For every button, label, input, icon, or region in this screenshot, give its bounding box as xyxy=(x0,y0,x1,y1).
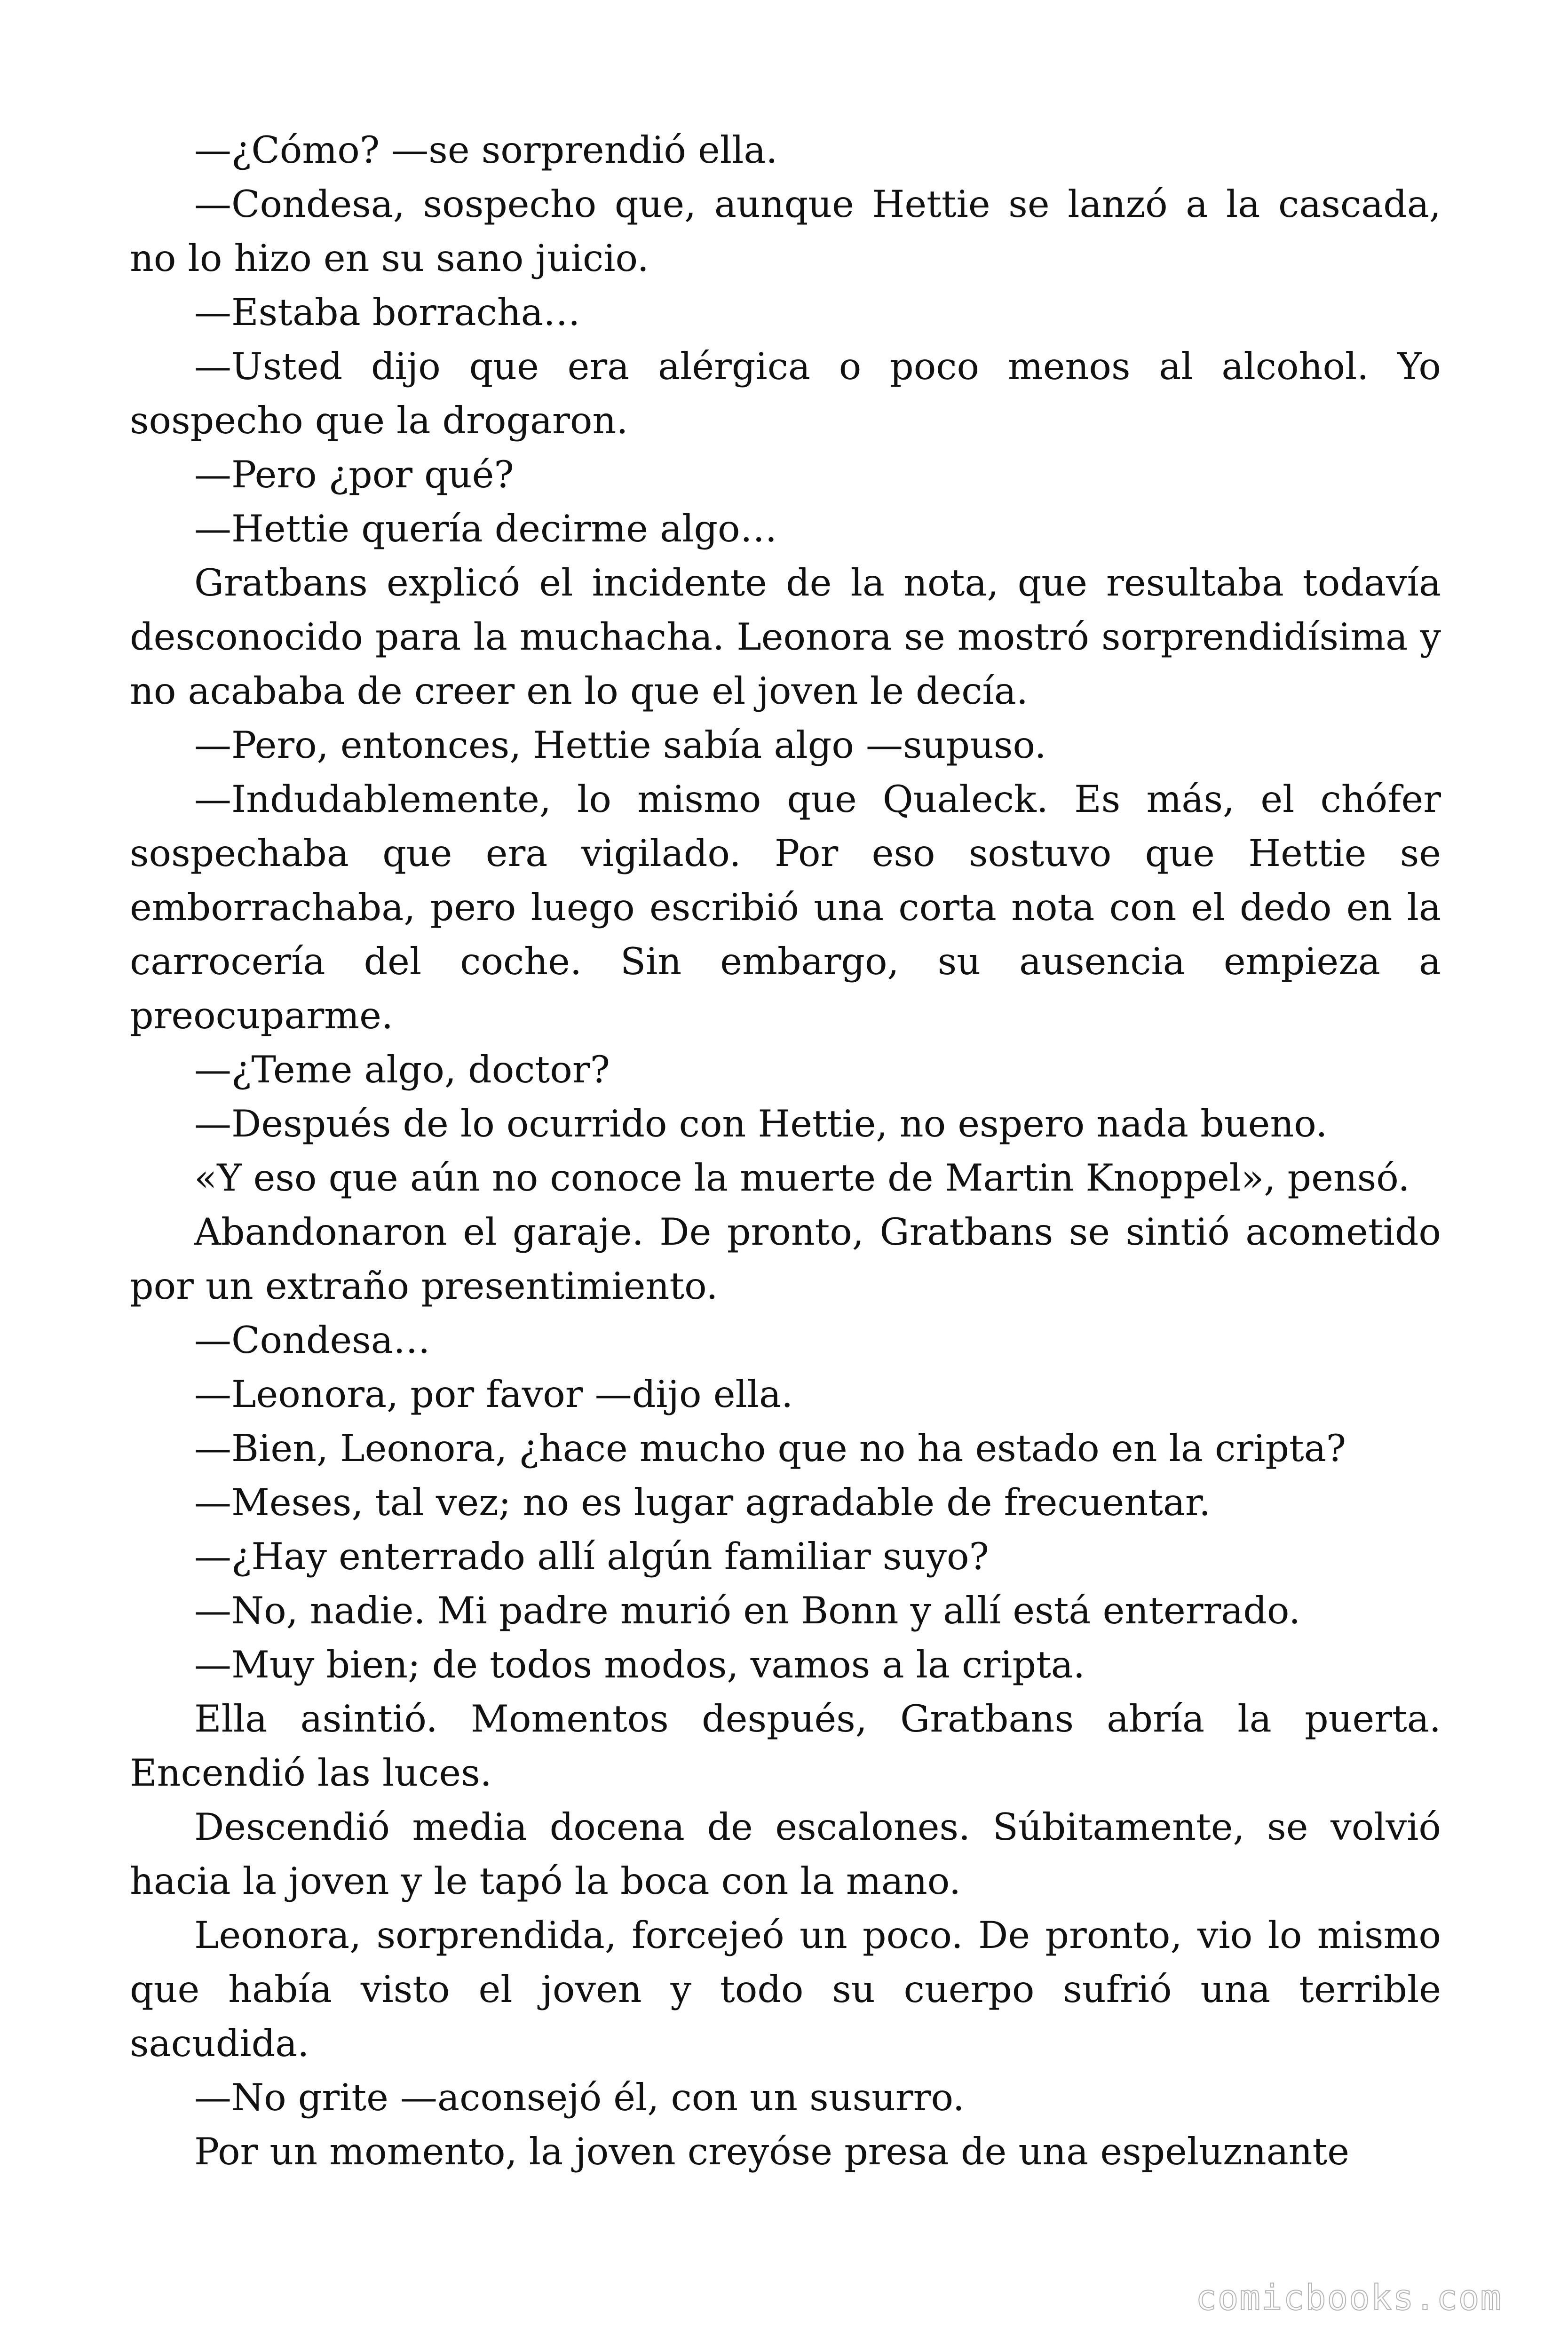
paragraph: Abandonaron el garaje. De pronto, Gratbans se sintió acometido por un extraño presentimiento. xyxy=(130,1210,1441,1308)
paragraph: Descendió media docena de escalones. Súbitamente, se volvió hacia la joven y le tapó la boca con la mano. xyxy=(130,1805,1441,1903)
paragraph: —Estaba borracha… xyxy=(194,291,580,334)
paragraph: —Leonora, por favor —dijo ella. xyxy=(194,1373,793,1416)
paragraph: —Condesa… xyxy=(194,1319,430,1362)
paragraph: —Meses, tal vez; no es lugar agradable de frecuentar. xyxy=(194,1481,1211,1524)
paragraph-last-line: Por un momento, la joven creyóse presa de una espeluznante xyxy=(194,2130,1350,2173)
paragraph: —Después de lo ocurrido con Hettie, no espero nada bueno. xyxy=(194,1102,1328,1145)
watermark-text: comicbooks.com xyxy=(1196,2278,1502,2318)
paragraph: Leonora, sorprendida, forcejeó un poco. De pronto, vio lo mismo que había visto el joven y todo su cuerpo sufrió una terrible sacudida. xyxy=(130,1914,1441,2065)
paragraph: —Condesa, sospecho que, aunque Hettie se lanzó a la cascada, no lo hizo en su sano juicio. xyxy=(130,183,1441,280)
paragraph: —Usted dijo que era alérgica o poco menos al alcohol. Yo sospecho que la drogaron. xyxy=(130,345,1441,442)
paragraph: —Pero, entonces, Hettie sabía algo —supuso. xyxy=(194,723,1046,767)
paragraph: Ella asintió. Momentos después, Gratbans abría la puerta. Encendió las luces. xyxy=(130,1697,1441,1795)
paragraph: —Muy bien; de todos modos, vamos a la cripta. xyxy=(194,1643,1085,1686)
paragraph: —Hettie quería decirme algo… xyxy=(194,507,777,550)
paragraph: —¿Cómo? —se sorprendió ella. xyxy=(194,128,778,172)
paragraph: —¿Teme algo, doctor? xyxy=(194,1048,610,1091)
paragraph: —Indudablemente, lo mismo que Qualeck. Es más, el chófer sospechaba que era vigilado. Por eso sostuvo que Hettie se emborrachaba, pero luego escribió una corta nota con el dedo en la carrocería del coche. Sin embargo, su ausencia empieza a preocuparme. xyxy=(130,778,1441,1037)
paragraph: —Bien, Leonora, ¿hace mucho que no ha estado en la cripta? xyxy=(194,1427,1346,1470)
paragraph: —¿Hay enterrado allí algún familiar suyo? xyxy=(194,1535,989,1578)
paragraph: Gratbans explicó el incidente de la nota, que resultaba todavía desconocido para la muchacha. Leonora se mostró sorprendidísima y no acababa de creer en lo que el joven le decía. xyxy=(130,561,1441,713)
paragraph: —No grite —aconsejó él, con un susurro. xyxy=(194,2076,965,2119)
paragraph: —No, nadie. Mi padre murió en Bonn y allí está enterrado. xyxy=(194,1589,1301,1632)
paragraph: —Pero ¿por qué? xyxy=(194,453,514,496)
book-page-text xyxy=(130,123,1441,2179)
paragraph: «Y eso que aún no conoce la muerte de Martin Knoppel», pensó. xyxy=(194,1156,1410,1200)
